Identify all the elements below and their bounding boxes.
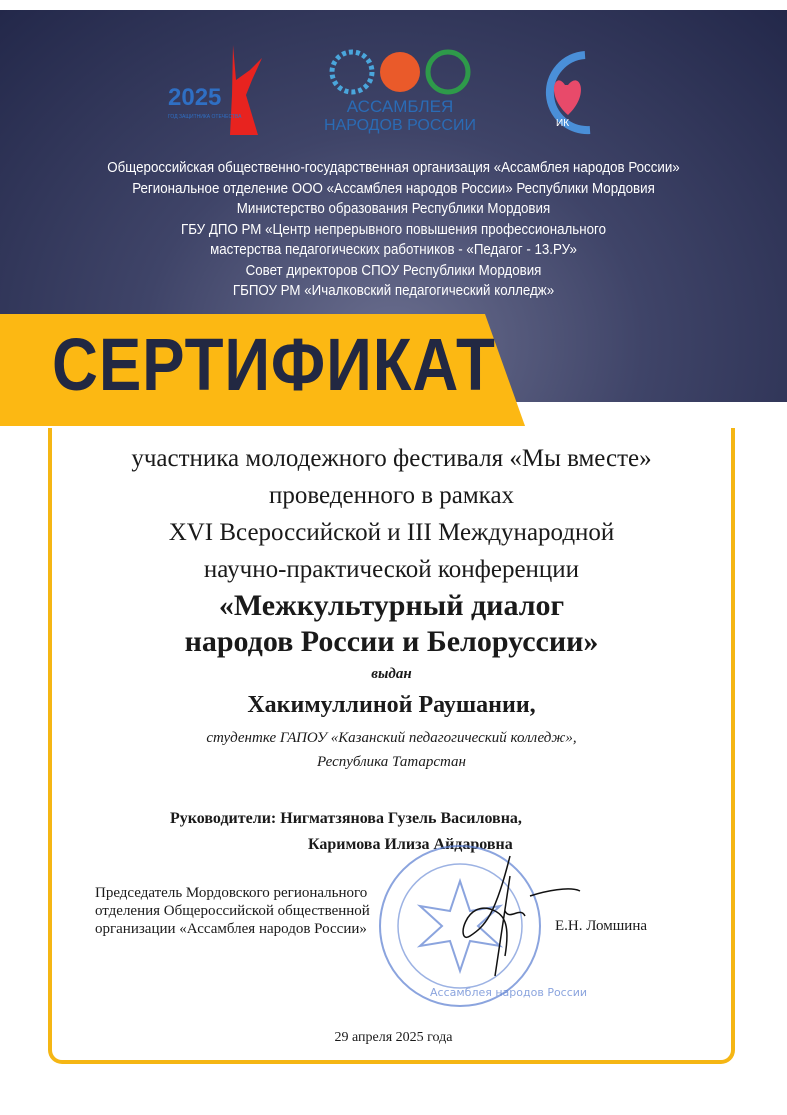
svg-text:2025: 2025 <box>168 84 222 111</box>
organizer-line: Министерство образования Республики Мордовия <box>236 201 551 217</box>
issue-date: 29 апреля 2025 года <box>334 1030 453 1045</box>
organizer-line: Общероссийская общественно-государственная организация «Ассамблея народов России» <box>107 160 680 176</box>
organizer-line: ГБПОУ РМ «Ичалковский педагогический колледж» <box>232 283 555 299</box>
chair-title-line: отделения Общероссийской общественной <box>95 903 370 919</box>
supervisor-1: Руководители: Нигматзянова Гузель Василовна, <box>170 810 522 827</box>
conference-title <box>48 588 735 660</box>
recipient-institution: студентке ГАПОУ «Казанский педагогический колледж», <box>206 730 577 746</box>
supervisor-2: Каримова Илиза Айдаровна <box>308 836 513 853</box>
conference-title-line: «Межкультурный диалог <box>218 589 565 622</box>
organizer-line: Региональное отделение ООО «Ассамблея народов России» Республики Мордовия <box>132 180 655 197</box>
chair-title <box>95 884 370 938</box>
chair-title-line: Председатель Мордовского регионального <box>95 885 368 901</box>
organizers-list <box>31 158 755 302</box>
description-line: участника молодежного фестиваля «Мы вместе» <box>131 445 652 472</box>
official-stamp <box>370 836 588 1016</box>
svg-text:НАРОДОВ РОССИИ: НАРОДОВ РОССИИ <box>324 117 476 134</box>
organizer-line: Совет директоров СПОУ Республики Мордовия <box>245 262 542 279</box>
assembly-logo <box>324 52 476 134</box>
description-line: проведенного в рамках <box>268 482 515 509</box>
description <box>48 440 735 588</box>
svg-text:ИК: ИК <box>556 118 570 129</box>
organizer-line: мастерства педагогических работников - «Педагог - 13.РУ» <box>210 242 577 258</box>
year-caption: ГОД ЗАЩИТНИКА ОТЕЧЕСТВА <box>168 114 242 120</box>
certificate-title: СЕРТИФИКАТ <box>52 323 496 406</box>
description-line: XVI Всероссийской и III Международной <box>168 519 615 546</box>
recipient-region: Республика Татарстан <box>317 754 466 770</box>
organizer-line: ГБУ ДПО РМ «Центр непрерывного повышения профессионального <box>180 221 607 238</box>
recipient-info <box>48 726 735 774</box>
signer-name: Е.Н. Ломшина <box>555 918 648 934</box>
description-line: научно-практической конференции <box>203 556 580 583</box>
ik-logo <box>550 55 590 130</box>
year-of-defender-logo <box>168 45 262 135</box>
partner-logos <box>0 40 787 140</box>
chair-title-line: организации «Ассамблея народов России» <box>95 921 367 937</box>
stamp-text: Ассамблея народов России <box>430 986 588 999</box>
issued-label: выдан <box>371 666 412 682</box>
recipient-name: Хакимуллиной Раушании, <box>247 692 536 718</box>
conference-title-line: народов России и Белоруссии» <box>184 625 599 658</box>
svg-text:АССАМБЛЕЯ: АССАМБЛЕЯ <box>346 97 454 116</box>
